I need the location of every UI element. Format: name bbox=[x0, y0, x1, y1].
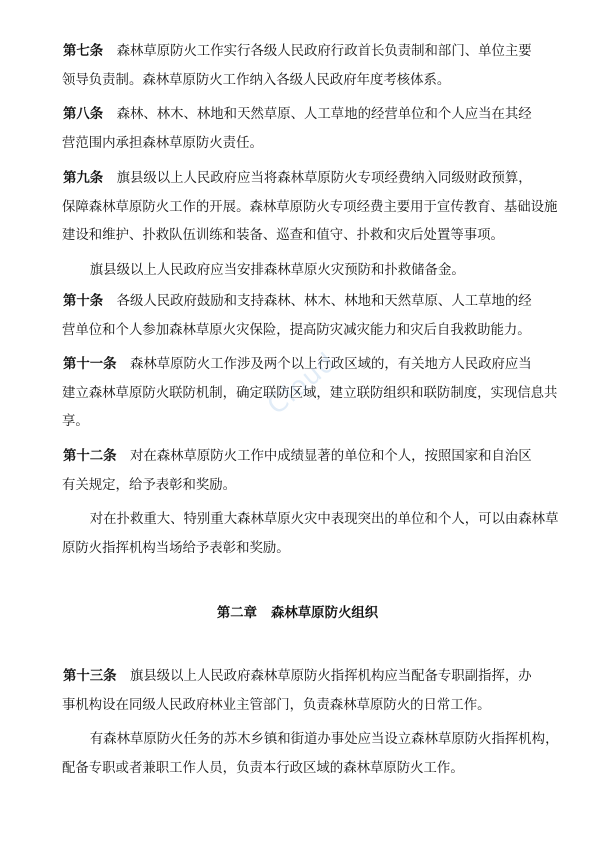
article-text-line: 各级人民政府鼓励和支持森林、林木、林地和天然草原、人工草地的经 bbox=[116, 294, 532, 309]
article-text-line: 森林、林木、林地和天然草原、人工草地的经营单位和个人应当在其经 bbox=[116, 107, 532, 122]
article-number: 第九条 bbox=[63, 171, 104, 186]
chapter-heading bbox=[0, 602, 595, 626]
article-text-line: 旗县级以上人民政府应当将森林草原防火专项经费纳入同级财政预算， bbox=[116, 171, 532, 186]
article-text-line: 有关规定，给予表彰和奖励。 bbox=[62, 477, 237, 493]
article-text-line: 享。 bbox=[62, 414, 89, 429]
article-text-line: 营范围内承担森林草原防火责任。 bbox=[62, 135, 263, 151]
article-9-paragraph-2 bbox=[63, 257, 558, 286]
article-13 bbox=[63, 663, 558, 720]
article-text-line: 建立森林草原防火联防机制，确定联防区域，建立联防组织和联防制度，实现信息共 bbox=[62, 385, 558, 401]
article-text-line: 建设和维护、扑救队伍训练和装备、巡查和值守、扑救和灾后处置等事项。 bbox=[62, 228, 504, 243]
article-number: 第十二条 bbox=[63, 449, 117, 464]
article-13-paragraph-2 bbox=[63, 726, 558, 783]
article-text-line: 旗县级以上人民政府森林草原防火指挥机构应当配备专职副指挥，办 bbox=[129, 669, 532, 684]
article-number: 第十三条 bbox=[63, 669, 117, 684]
article-number: 第十条 bbox=[63, 294, 104, 309]
article-10 bbox=[63, 288, 558, 345]
article-7 bbox=[63, 38, 558, 95]
chapter-number: 第二章 bbox=[216, 606, 258, 621]
article-text-line: 领导负责制。森林草原防火工作纳入各级人民政府年度考核体系。 bbox=[62, 72, 451, 88]
article-9 bbox=[63, 165, 558, 251]
watermark: Cloud bbox=[262, 347, 343, 421]
article-text-line: 配备专职或者兼职工作人员，负责本行政区域的森林草原防火工作。 bbox=[62, 760, 464, 776]
chapter-title: 森林草原防火组织 bbox=[271, 606, 379, 621]
article-text-line: 森林草原防火工作实行各级人民政府行政首长负责制和部门、单位主要 bbox=[116, 44, 532, 59]
article-11 bbox=[63, 351, 558, 437]
article-number: 第七条 bbox=[63, 44, 104, 59]
article-text-line: 对在森林草原防火工作中成绩显著的单位和个人，按照国家和自治区 bbox=[129, 449, 532, 464]
article-text-line: 森林草原防火工作涉及两个以上行政区域的，有关地方人民政府应当 bbox=[129, 357, 532, 372]
article-text-line: 保障森林草原防火工作的开展。森林草原防火专项经费主要用于宣传教育、基础设施 bbox=[62, 199, 558, 215]
article-text-line: 旗县级以上人民政府应当安排森林草原火灾预防和扑救储备金。 bbox=[89, 263, 465, 278]
article-12 bbox=[63, 443, 558, 500]
article-text-line: 原防火指挥机构当场给予表彰和奖励。 bbox=[62, 540, 290, 556]
article-8 bbox=[63, 101, 558, 158]
article-text-line: 事机构设在同级人民政府林业主管部门，负责森林草原防火的日常工作。 bbox=[62, 697, 491, 713]
article-text-line: 营单位和个人参加森林草原火灾保险，提高防灾减灾能力和灾后自我救助能力。 bbox=[62, 322, 531, 338]
article-12-paragraph-2 bbox=[63, 506, 558, 563]
article-number: 第八条 bbox=[63, 107, 104, 122]
article-number: 第十一条 bbox=[63, 357, 117, 372]
article-text-line: 有森林草原防火任务的苏木乡镇和街道办事处应当设立森林草原防火指挥机构， bbox=[89, 732, 559, 747]
article-text-line: 对在扑救重大、特别重大森林草原火灾中表现突出的单位和个人，可以由森林草 bbox=[89, 512, 559, 527]
